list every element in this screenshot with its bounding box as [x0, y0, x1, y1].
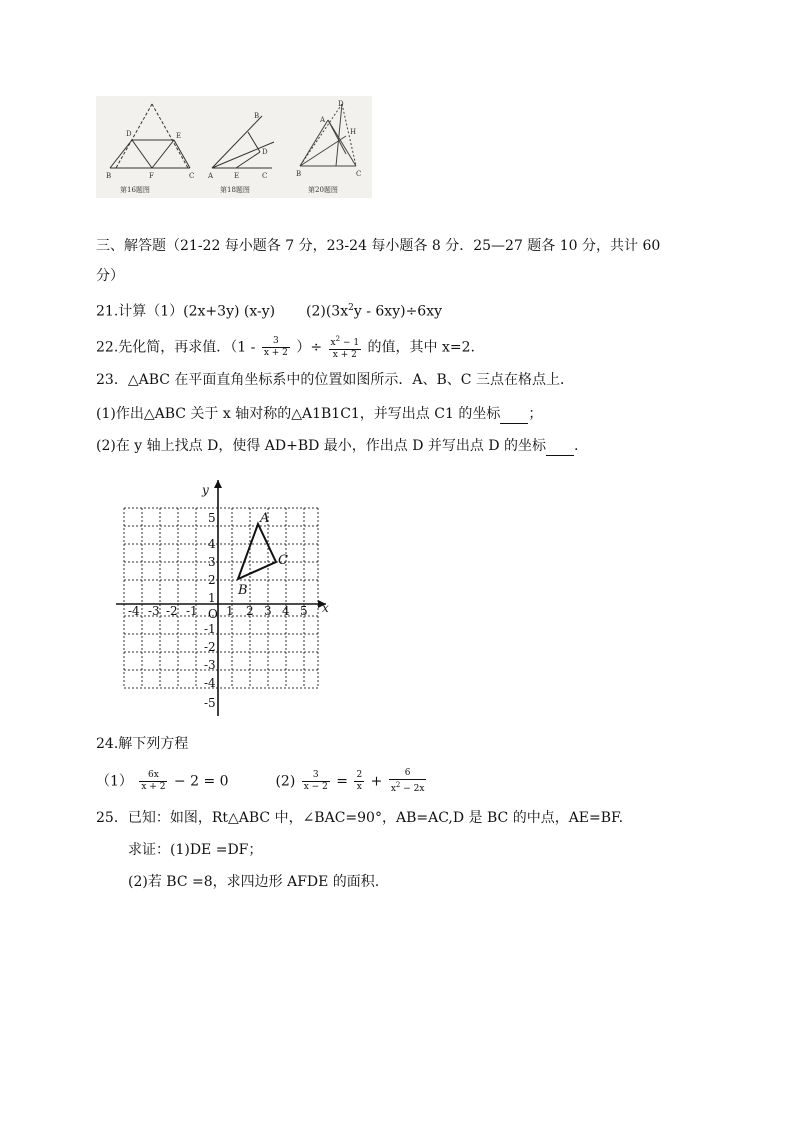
q22-f1-num: 3	[262, 336, 290, 348]
q24-f4-den-tail: − 2x	[400, 784, 425, 794]
fig20-label-B: B	[296, 170, 302, 178]
q24-f4-den: x	[390, 784, 396, 794]
y-tick-1: 1	[208, 591, 216, 605]
fig16-label-B: B	[106, 172, 112, 180]
figures-strip	[96, 96, 372, 198]
section-title-cont: 分）	[96, 268, 124, 284]
q22-f2-exp: 2	[335, 335, 341, 343]
fig16-caption: 第16题图	[120, 186, 150, 194]
q25-line1: 25．已知：如图，Rt△ABC 中，∠BAC=90°，AB=AC,D 是 BC 的中点，AE=BF.	[96, 810, 624, 826]
q25-line2: 求证：(1)DE =DF；	[128, 842, 263, 858]
q24-f1-num: 6x	[139, 770, 167, 782]
q24-f4-num: 6	[389, 768, 427, 780]
fig18-label-D: D	[262, 148, 268, 156]
x-tick-neg1: -1	[186, 604, 198, 618]
q22-fraction-2	[329, 334, 362, 361]
section-title: 三、解答题（21-22 每小题各 7 分，23-24 每小题各 8 分．25—27 题各 10 分，共计 60	[96, 238, 661, 254]
q24-title: 24.解下列方程	[96, 736, 189, 752]
x-tick-neg4: -4	[128, 604, 140, 618]
q21-part2a: (2)(3x	[306, 303, 349, 320]
q24-fraction-3	[354, 770, 364, 793]
x-tick-neg2: -2	[166, 604, 178, 618]
x-tick-neg3: -3	[148, 604, 160, 618]
figure-20	[300, 104, 356, 166]
q22-f2-num: x	[330, 338, 336, 348]
q24-fraction-4	[389, 768, 427, 795]
q24-p1-tail: − 2 = 0	[173, 773, 229, 790]
y-tick-neg5: -5	[204, 696, 216, 710]
y-tick-neg1: -1	[204, 622, 216, 636]
point-a-label: A	[260, 511, 270, 526]
fig20-label-H: H	[350, 128, 357, 136]
point-c-label: C	[278, 553, 288, 568]
question-21	[96, 298, 442, 322]
q23-line3-text: (2)在 y 轴上找点 D，使得 AD+BD 最小，作出点 D 并写出点 D 的坐标	[96, 438, 547, 454]
q24-f1-den: x + 2	[141, 782, 166, 792]
q25-line3: (2)若 BC =8，求四边形 AFDE 的面积.	[128, 874, 380, 890]
fig18-caption: 第18题图	[220, 186, 250, 194]
y-tick-neg3: -3	[204, 658, 216, 672]
answer-blank-d[interactable]	[546, 441, 574, 456]
origin-label: O	[208, 607, 218, 621]
x-tick-2: 2	[246, 604, 254, 618]
y-tick-3: 3	[208, 555, 216, 569]
x-axis-label: x	[322, 601, 329, 615]
fig18-label-E: E	[234, 172, 240, 180]
grid-lines	[124, 508, 318, 688]
point-b-label: B	[238, 583, 248, 598]
q23-line2-end: ；	[528, 406, 543, 422]
fig16-label-F: F	[149, 172, 154, 180]
x-tick-3: 3	[264, 604, 272, 618]
coordinate-grid	[112, 478, 338, 718]
triangle-abc	[238, 524, 276, 579]
y-tick-neg4: -4	[204, 676, 216, 690]
fig18-label-C: C	[262, 172, 268, 180]
q22-f1-den: x + 2	[263, 348, 288, 358]
q22-prefix: 22.先化简，再求值．（1 -	[96, 339, 256, 356]
q21-exp: 2	[348, 303, 354, 313]
fig20-label-A: A	[320, 116, 326, 124]
q23-line2	[96, 404, 542, 424]
fig20-caption: 第20题图	[308, 186, 338, 194]
answer-blank-c1[interactable]	[500, 409, 528, 424]
q24-f2-den: x − 2	[303, 782, 328, 792]
x-tick-5: 5	[300, 604, 308, 618]
fig18-label-B: B	[254, 112, 260, 120]
x-tick-4: 4	[282, 604, 290, 618]
y-axis-label: y	[202, 483, 209, 497]
question-22	[96, 334, 475, 361]
q24-f3-num: 2	[356, 770, 363, 780]
q24-f2-num: 3	[302, 770, 330, 782]
y-tick-5: 5	[208, 511, 216, 525]
q23-line3-end: .	[574, 438, 579, 454]
y-tick-2: 2	[208, 573, 216, 587]
fig16-label-D: D	[126, 130, 132, 138]
q24-plus: +	[370, 773, 383, 790]
fig20-label-D: D	[338, 100, 344, 108]
q22-fraction-1	[262, 336, 290, 359]
q22-mid: ）÷	[296, 339, 323, 356]
q23-line3	[96, 436, 579, 456]
q23-line1: 23．△ABC 在平面直角坐标系中的位置如图所示．A、B、C 三点在格点上．	[96, 372, 574, 388]
q22-suffix: 的值，其中 x=2.	[367, 339, 475, 356]
x-tick-1: 1	[226, 604, 234, 618]
q24-f3-den: x	[356, 782, 362, 792]
q22-f2-den: x + 2	[332, 350, 357, 360]
q21-part1: 21.计算（1）(2x+3y) (x-y)	[96, 303, 276, 320]
q24-fraction-1	[139, 770, 167, 793]
q24-eq: =	[336, 773, 349, 790]
q24-p2: (2)	[275, 773, 296, 790]
q24-f4-den-exp: 2	[395, 781, 401, 789]
fig18-label-A: A	[208, 172, 214, 180]
y-tick-4: 4	[208, 537, 216, 551]
axes	[116, 480, 326, 716]
figure-18	[212, 116, 274, 168]
q22-f2-num-tail: − 1	[340, 338, 360, 348]
fig20-label-C: C	[356, 170, 362, 178]
fig16-label-E: E	[176, 132, 182, 140]
q23-line2-text: (1)作出△ABC 关于 x 轴对称的△A1B1C1，并写出点 C1 的坐标	[96, 406, 501, 422]
q21-part2b: y - 6xy)÷6xy	[353, 303, 443, 320]
geometry-figures	[96, 96, 372, 198]
y-axis-arrow	[214, 480, 222, 488]
question-24	[96, 768, 428, 795]
q24-p1: （1）	[96, 773, 133, 790]
q24-fraction-2	[302, 770, 330, 793]
y-tick-neg2: -2	[204, 640, 216, 654]
fig16-label-C: C	[189, 172, 195, 180]
